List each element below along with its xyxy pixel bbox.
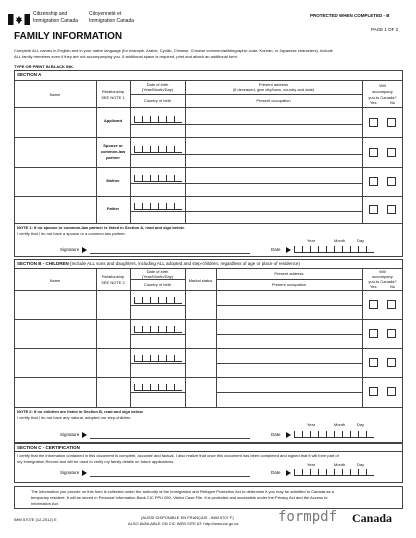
c-date-label: Date <box>271 470 281 475</box>
c-month-label: Month <box>334 462 346 467</box>
col-yes-header: Yes <box>370 100 377 105</box>
col-cob-header: Country of birth <box>143 98 172 103</box>
col-relationship-note: SEE NOTE 1 <box>101 95 125 100</box>
b-col-yes-header: Yes <box>370 284 377 289</box>
col-name-header: Name <box>49 92 61 97</box>
b-col-marital-header: Marital status <box>188 278 213 283</box>
child-2-accompany-yes-checkbox[interactable] <box>369 329 378 338</box>
child-4-accompany-no-checkbox[interactable] <box>387 387 396 396</box>
signature-arrow-icon <box>82 247 87 253</box>
note-1-signature-label: Signature <box>60 247 80 252</box>
spouse-name-field[interactable] <box>15 138 95 166</box>
col-address-note: (If deceased, give city/town, country and date) <box>232 87 315 92</box>
note-1-date-label: Date <box>271 247 281 252</box>
c-day-label: Day <box>357 462 365 467</box>
col-occupation-header: Present occupation <box>256 98 291 103</box>
father-accompany-no-checkbox[interactable] <box>387 205 396 214</box>
row-label-mother: Mother <box>106 178 120 183</box>
b-col-cob-header: Country of birth <box>143 282 172 287</box>
date-arrow-icon <box>286 470 291 476</box>
note-1-day-label: Day <box>357 238 365 243</box>
col-no-header: No <box>390 100 396 105</box>
child-1-accompany-yes-checkbox[interactable] <box>369 300 378 309</box>
page-number: PAGE 1 OF 2 <box>371 27 399 32</box>
b-col-name-header: Name <box>49 278 61 283</box>
spouse-accompany-no-checkbox[interactable] <box>387 148 396 157</box>
row-label-spouse: Spouse or common-law partner <box>100 143 126 160</box>
page-title: FAMILY INFORMATION <box>14 31 123 42</box>
child-1-dob-field[interactable] <box>134 297 182 304</box>
section-a-title: SECTION A <box>17 72 42 77</box>
col-accompany-header-2: accompany <box>372 89 393 94</box>
col-dob-format: (Year/Month/Day) <box>141 87 174 92</box>
dept-name-fr-2: Immigration Canada <box>89 18 135 24</box>
section-c-text-2: my Immigration Record and will be used to verify my family details on future applications. <box>17 459 175 464</box>
b-col-dob-header: Date of birth <box>146 269 169 274</box>
note-2-day-label: Day <box>357 422 365 427</box>
note-1-date-field[interactable] <box>294 246 374 253</box>
note-1-certify: I certify that I do not have a spouse or a common-law partner. <box>17 231 126 236</box>
note-2-date-field[interactable] <box>294 431 374 438</box>
child-4-dob-field[interactable] <box>134 384 182 391</box>
note-2-certify: I certify that I do not have any natural, adopted nor step-children. <box>17 415 132 420</box>
protected-label: PROTECTED WHEN COMPLETED - B <box>310 13 390 18</box>
form-id: IMM 5707E (12-2012) E <box>14 517 57 522</box>
section-b-title: SECTION B - CHILDREN (Include ALL sons and daughters, including ALL adopted and step-children, regardless of age or place of residence) <box>17 261 300 266</box>
formpdf-watermark: formpdf <box>278 509 338 525</box>
privacy-line-2: temporary resident. It will be stored in Personal Information Bank CIC PPU 050, Visitor Case File. It is protected and accessible under the Privacy Act and the Access to <box>31 495 328 500</box>
child-3-accompany-no-checkbox[interactable] <box>387 358 396 367</box>
note-1-year-label: Year <box>307 238 316 243</box>
applicant-dob-field[interactable] <box>134 116 182 123</box>
dept-name-en-1: Citizenship and <box>33 11 68 17</box>
child-2-dob-field[interactable] <box>134 326 182 333</box>
intro-line-2: ALL family members even if they are not accompanying you. If additional space is required, print and attach an additional form. <box>14 54 238 59</box>
dept-name-fr-1: Citoyenneté et <box>89 11 122 17</box>
col-accompany-header-1: Will <box>379 83 386 88</box>
mother-dob-field[interactable] <box>134 175 182 182</box>
row-label-applicant: Applicant <box>103 118 123 123</box>
dept-name-en-2: Immigration Canada <box>33 18 79 24</box>
note-1-signature-line[interactable] <box>90 253 250 254</box>
child-4-name-field[interactable] <box>15 378 95 406</box>
signature-arrow-icon <box>82 432 87 438</box>
child-3-dob-field[interactable] <box>134 355 182 362</box>
applicant-name-field[interactable] <box>15 108 95 136</box>
note-1-month-label: Month <box>334 238 346 243</box>
section-c-title: SECTION C - CERTIFICATION <box>17 445 80 450</box>
canada-flag-logo <box>8 12 30 23</box>
row-label-father: Father <box>106 206 120 211</box>
applicant-accompany-no-checkbox[interactable] <box>387 118 396 127</box>
signature-arrow-icon <box>82 470 87 476</box>
note-2-month-label: Month <box>334 422 346 427</box>
website-note: ALSO AVAILABLE ON CIC WEB SITE AT: http://www.cic.gc.ca <box>128 521 239 526</box>
privacy-line-1: The information you provide on this form is collected under the authority of the Immigration and Refugee Protection Act to determine if you may be admitted to Canada as a <box>31 489 334 494</box>
note-2-date-label: Date <box>271 432 281 437</box>
child-2-accompany-no-checkbox[interactable] <box>387 329 396 338</box>
b-col-relationship-note: SEE NOTE 2 <box>101 280 125 285</box>
b-col-relationship-header: Relationship <box>101 274 124 279</box>
c-signature-line[interactable] <box>90 476 250 477</box>
b-col-accompany-header-3: you to Canada? <box>368 279 397 284</box>
father-name-field[interactable] <box>15 197 95 222</box>
child-3-accompany-yes-checkbox[interactable] <box>369 358 378 367</box>
child-1-accompany-no-checkbox[interactable] <box>387 300 396 309</box>
b-col-address-header: Present address <box>274 271 304 276</box>
father-dob-field[interactable] <box>134 203 182 210</box>
note-2-signature-label: Signature <box>60 432 80 437</box>
col-address-header: Present address <box>258 82 289 87</box>
date-arrow-icon <box>286 432 291 438</box>
french-version-note: (AUSSI DISPONIBLE EN FRANÇAIS - IMM 5707 F) <box>141 515 234 520</box>
c-year-label: Year <box>307 462 316 467</box>
canada-wordmark: Canada <box>352 511 393 525</box>
father-accompany-yes-checkbox[interactable] <box>369 205 378 214</box>
privacy-line-3: Information Act. <box>31 501 59 506</box>
note-2-signature-line[interactable] <box>90 438 250 439</box>
b-col-occupation-header: Present occupation <box>271 282 307 287</box>
col-dob-header: Date of birth <box>146 82 169 87</box>
child-1-name-field[interactable] <box>15 291 95 318</box>
note-1: NOTE 1: If no spouse or common-law partner is listed in Section A, read and sign below. <box>17 225 185 230</box>
note-2-year-label: Year <box>307 422 316 427</box>
b-col-accompany-header-1: Will <box>379 269 386 274</box>
child-2-name-field[interactable] <box>15 320 95 347</box>
spouse-accompany-yes-checkbox[interactable] <box>369 148 378 157</box>
note-2: NOTE 2: If no children are listed in Section B, read and sign below. <box>17 409 144 414</box>
intro-line-1: Complete ALL names in English and in your native language (for example, Arabic, Cyrillic, Chinese, Chinese commercial/telegraphic code, Korean, or Japanese characters). Include <box>14 48 333 53</box>
col-relationship-header: Relationship <box>101 89 124 94</box>
child-4-accompany-yes-checkbox[interactable] <box>369 387 378 396</box>
b-col-accompany-header-2: accompany <box>372 274 393 279</box>
mother-name-field[interactable] <box>15 168 95 195</box>
section-c-text-1: I certify that the information contained in this document is complete, accurate and factual. I also realize that once this document has been completed and signed that it will form part of <box>17 453 339 458</box>
b-col-no-header: No <box>390 284 396 289</box>
c-date-field[interactable] <box>294 469 374 476</box>
c-signature-label: Signature <box>60 470 80 475</box>
spouse-dob-field[interactable] <box>134 146 182 153</box>
b-col-dob-format: (Year/Month/Day) <box>141 274 174 279</box>
child-3-name-field[interactable] <box>15 349 95 376</box>
col-accompany-header-3: you to Canada? <box>368 95 397 100</box>
applicant-accompany-yes-checkbox[interactable] <box>369 118 378 127</box>
mother-accompany-yes-checkbox[interactable] <box>369 177 378 186</box>
type-print-instruction: TYPE OR PRINT IN BLACK INK. <box>14 64 75 69</box>
mother-accompany-no-checkbox[interactable] <box>387 177 396 186</box>
date-arrow-icon <box>286 247 291 253</box>
